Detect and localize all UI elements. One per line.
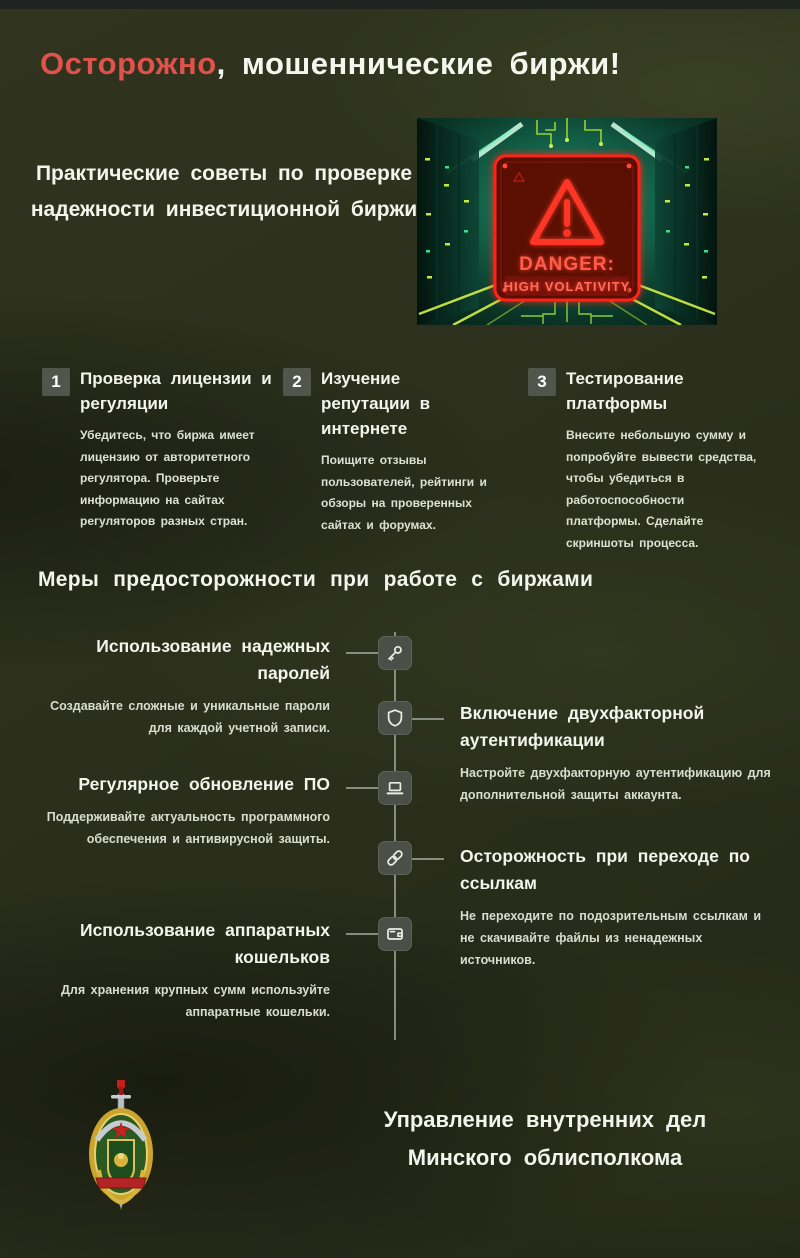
step-2-number-badge: 2 (283, 368, 311, 396)
top-dark-strip (0, 0, 800, 9)
measure-body: Настройте двухфакторную аутентификацию для дополнительной защиты аккаунта. (460, 766, 771, 802)
measure-title: Использование аппаратных кошельков (80, 920, 330, 967)
measure-item-2fa (460, 700, 772, 806)
step-1 (42, 366, 272, 533)
measure-item-passwords (30, 633, 330, 739)
step-1-number-badge: 1 (42, 368, 70, 396)
title-warning-word: Осторожно (40, 46, 217, 81)
measure-title: Регулярное обновление ПО (78, 774, 330, 794)
title-rest: мошеннические биржи! (241, 46, 621, 81)
measure-item-software-updates (30, 771, 330, 850)
title-separator: , (216, 46, 226, 81)
measures-section-heading: Меры предосторожности при работе с биржами (38, 568, 594, 591)
step-1-title: Проверка лицензии и регуляции (80, 369, 272, 413)
danger-label: DANGER: (519, 254, 615, 275)
measure-body: Поддерживайте актуальность программного обеспечения и антивирусной защиты. (46, 810, 330, 846)
timeline-connector (346, 787, 378, 789)
measure-title: Осторожность при переходе по ссылкам (460, 846, 750, 893)
step-3 (528, 366, 758, 554)
measure-body: Создавайте сложные и уникальные пароли для каждой учетной записи. (50, 699, 330, 735)
server-room-danger-image (417, 118, 717, 325)
key-icon (378, 636, 412, 670)
step-3-number-badge: 3 (528, 368, 556, 396)
timeline-line (394, 632, 396, 1040)
server-room-illustration (417, 118, 717, 325)
link-icon (378, 841, 412, 875)
step-2-title: Изучение репутации в интернете (321, 369, 431, 438)
wallet-icon (378, 917, 412, 951)
measure-item-links-caution (460, 843, 772, 971)
timeline-connector (346, 933, 378, 935)
step-3-title: Тестирование платформы (566, 369, 684, 413)
mvd-emblem (84, 1078, 158, 1219)
step-2 (283, 366, 488, 536)
step-1-body: Убедитесь, что биржа имеет лицензию от авторитетного регулятора. Проверьте информацию на сайтах регуляторов разных стран. (80, 428, 255, 528)
timeline-connector (346, 652, 378, 654)
page-title (40, 46, 621, 82)
shield-icon (378, 701, 412, 735)
step-2-body: Поищите отзывы пользователей, рейтинги и обзоры на проверенных сайтах и форумах. (321, 453, 487, 532)
footer-organization: Управление внутренних дел Минского облисполкома (383, 1107, 707, 1170)
measure-body: Для хранения крупных сумм используйте аппаратные кошельки. (61, 983, 330, 1019)
measure-body: Не переходите по подозрительным ссылкам и не скачивайте файлы из ненадежных источников. (460, 909, 762, 967)
timeline-connector (412, 718, 444, 720)
high-volativity-label: HIGH VOLATIVITY (503, 279, 631, 294)
measure-title: Включение двухфакторной аутентификации (460, 703, 705, 750)
timeline-connector (412, 858, 444, 860)
step-3-body: Внесите небольшую сумму и попробуйте вывести средства, чтобы убедиться в работоспособности платформы. Сделайте скриншоты процесса. (566, 428, 757, 550)
intro-text: Практические советы по проверке надежности инвестиционной биржи (30, 162, 418, 221)
laptop-icon (378, 771, 412, 805)
measure-item-hardware-wallets (30, 917, 330, 1023)
measure-title: Использование надежных паролей (96, 636, 330, 683)
